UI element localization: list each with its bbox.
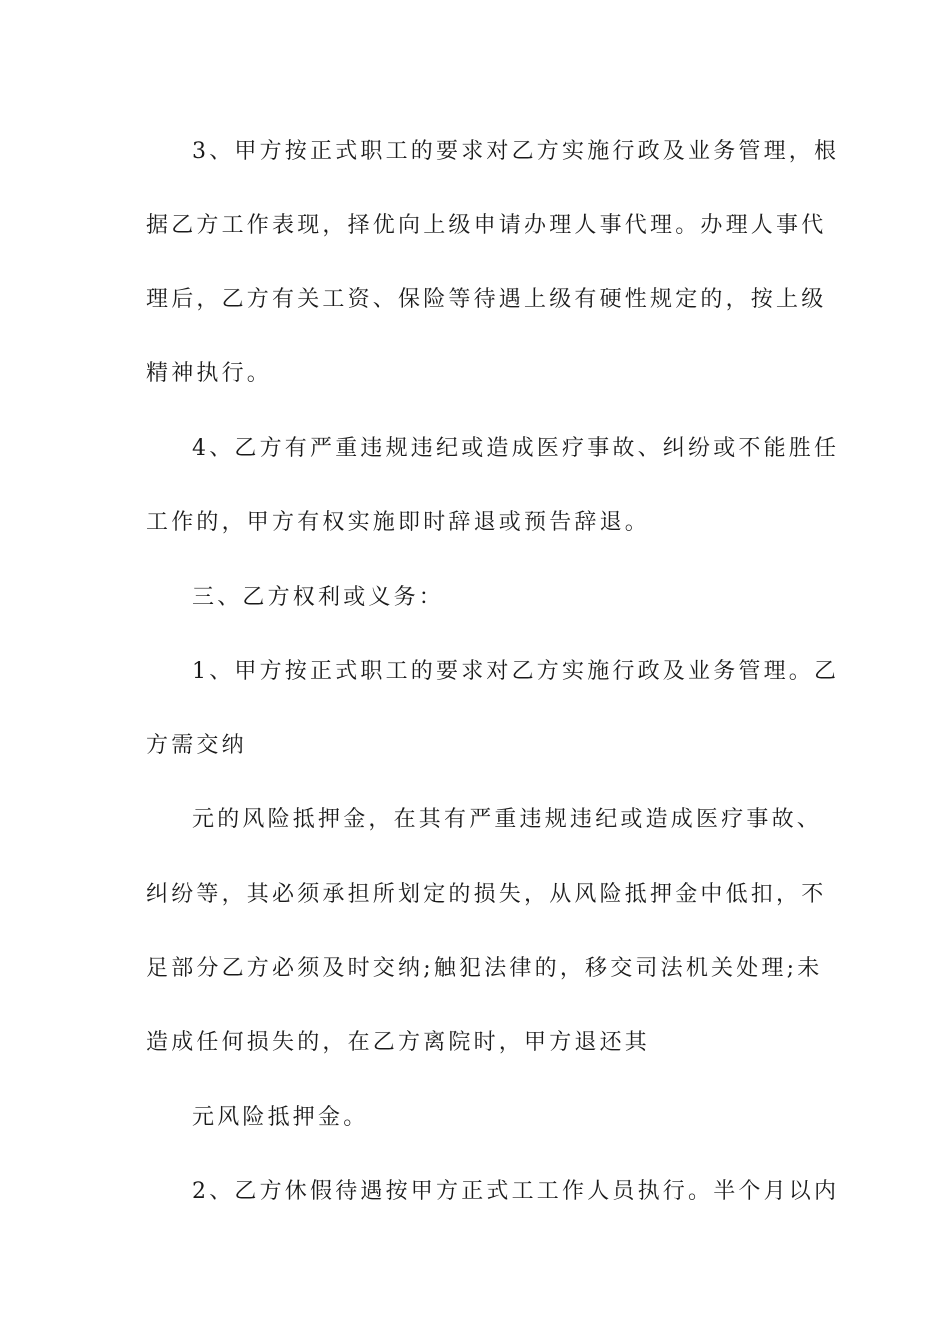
item-2-line-1: 2、乙方休假待遇按甲方正式工工作人员执行。半个月以内 [192,1179,840,1204]
item-1-line-4: 纠纷等，其必须承担所划定的损失，从风险抵押金中低扣，不 [146,882,827,907]
item-1-line-1: 1、甲方按正式职工的要求对乙方实施行政及业务管理。乙 [192,659,840,684]
paragraph-3-line-1: 3、甲方按正式职工的要求对乙方实施行政及业务管理，根 [192,139,840,164]
item-1-line-7: 元风险抵押金。 [192,1105,369,1130]
item-1-line-5: 足部分乙方必须及时交纳;触犯法律的，移交司法机关处理;未 [146,956,823,981]
paragraph-3-line-4: 精神执行。 [146,361,273,386]
paragraph-3-line-3: 理后，乙方有关工资、保险等待遇上级有硬性规定的，按上级 [146,287,827,312]
item-1-line-6: 造成任何损失的，在乙方离院时，甲方退还其 [146,1030,651,1055]
paragraph-4-line-2: 工作的，甲方有权实施即时辞退或预告辞退。 [146,510,651,535]
item-1-line-3: 元的风险抵押金，在其有严重违规违纪或造成医疗事故、 [192,807,823,832]
paragraph-4-line-1: 4、乙方有严重违规违纪或造成医疗事故、纠纷或不能胜任 [192,436,840,461]
paragraph-3-line-2: 据乙方工作表现，择优向上级申请办理人事代理。办理人事代 [146,213,827,238]
item-1-line-2: 方需交纳 [146,733,247,758]
section-heading-3: 三、乙方权利或义务： [192,585,445,610]
